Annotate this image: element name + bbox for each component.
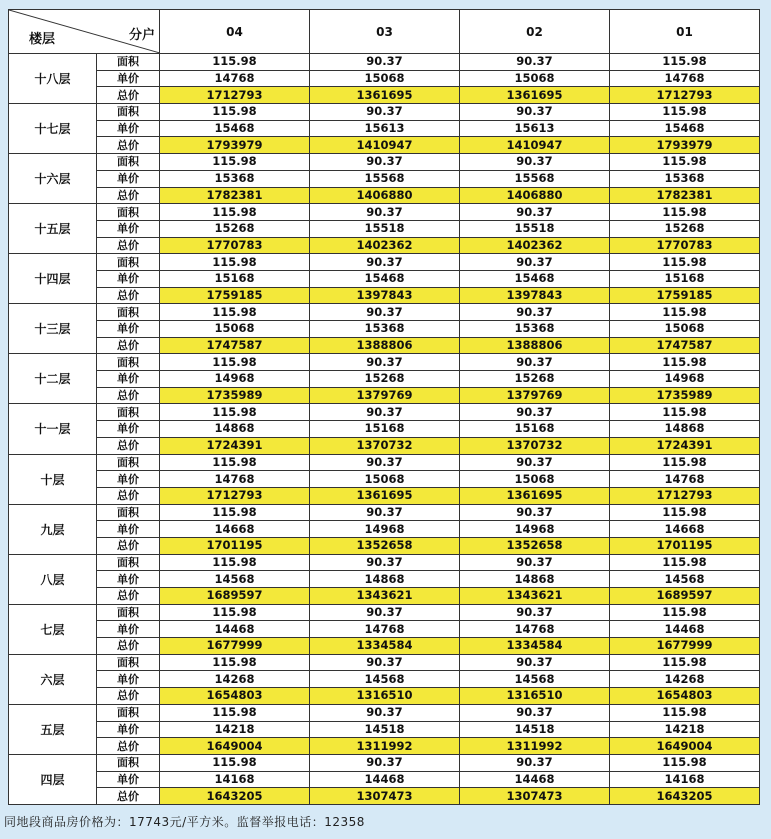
floor-name-cell: 十七层: [9, 104, 97, 154]
floor-row-total-price: [9, 588, 760, 605]
unit-price-value-cell: 14968: [310, 521, 460, 538]
area-value-cell: 90.37: [460, 704, 610, 721]
total-price-value-cell: 1759185: [610, 287, 760, 304]
area-value-cell: 90.37: [310, 154, 460, 171]
unit-price-value-cell: 15518: [310, 220, 460, 237]
area-value-cell: 115.98: [610, 54, 760, 71]
unit-price-value-cell: 14868: [610, 421, 760, 438]
area-value-cell: 90.37: [460, 604, 610, 621]
row-label-unit-price: 单价: [97, 421, 160, 438]
footer-note: 同地段商品房价格为：17743元/平方米。监督举报电话：12358: [4, 815, 365, 829]
floor-row-area: [9, 554, 760, 571]
total-price-value-cell: 1712793: [160, 487, 310, 504]
unit-price-value-cell: 15168: [310, 421, 460, 438]
floor-row-total-price: [9, 688, 760, 705]
area-value-cell: 115.98: [160, 104, 310, 121]
total-price-value-cell: 1677999: [160, 638, 310, 655]
unit-price-value-cell: 15368: [160, 170, 310, 187]
area-value-cell: 115.98: [160, 554, 310, 571]
area-value-cell: 115.98: [610, 204, 760, 221]
floor-name-cell: 十一层: [9, 404, 97, 454]
total-price-value-cell: 1307473: [310, 788, 460, 805]
row-label-unit-price: 单价: [97, 371, 160, 388]
row-label-unit-price: 单价: [97, 621, 160, 638]
floor-row-total-price: [9, 537, 760, 554]
area-value-cell: 90.37: [310, 754, 460, 771]
total-price-value-cell: 1649004: [160, 738, 310, 755]
floor-name-cell: 十四层: [9, 254, 97, 304]
area-value-cell: 90.37: [310, 304, 460, 321]
total-price-value-cell: 1759185: [160, 287, 310, 304]
unit-header-01: 01: [610, 10, 760, 54]
unit-price-value-cell: 15368: [460, 321, 610, 338]
total-price-value-cell: 1689597: [610, 588, 760, 605]
area-value-cell: 90.37: [310, 54, 460, 71]
total-price-value-cell: 1654803: [160, 688, 310, 705]
total-price-value-cell: 1649004: [610, 738, 760, 755]
table-body: [9, 54, 760, 805]
area-value-cell: 90.37: [460, 504, 610, 521]
area-value-cell: 115.98: [610, 604, 760, 621]
row-label-total-price: 总价: [97, 788, 160, 805]
total-price-value-cell: 1334584: [460, 638, 610, 655]
total-price-value-cell: 1782381: [610, 187, 760, 204]
unit-header-04: 04: [160, 10, 310, 54]
floor-name-cell: 八层: [9, 554, 97, 604]
floor-row-area: [9, 604, 760, 621]
unit-price-value-cell: 15613: [460, 120, 610, 137]
floor-row-total-price: [9, 638, 760, 655]
unit-header-02: 02: [460, 10, 610, 54]
row-label-total-price: 总价: [97, 688, 160, 705]
floor-name-cell: 十三层: [9, 304, 97, 354]
total-price-value-cell: 1379769: [460, 387, 610, 404]
header-corner-cell: [9, 10, 160, 54]
floor-row-area: [9, 704, 760, 721]
floor-row-unit-price: [9, 421, 760, 438]
unit-price-value-cell: 14568: [160, 571, 310, 588]
area-value-cell: 115.98: [160, 154, 310, 171]
total-price-value-cell: 1361695: [460, 87, 610, 104]
row-label-total-price: 总价: [97, 187, 160, 204]
floor-name-cell: 七层: [9, 604, 97, 654]
unit-price-value-cell: 14968: [460, 521, 610, 538]
area-value-cell: 90.37: [460, 104, 610, 121]
total-price-value-cell: 1701195: [160, 537, 310, 554]
total-price-value-cell: 1793979: [160, 137, 310, 154]
floor-row-unit-price: [9, 771, 760, 788]
total-price-value-cell: 1352658: [310, 537, 460, 554]
total-price-value-cell: 1677999: [610, 638, 760, 655]
total-price-value-cell: 1343621: [310, 588, 460, 605]
total-price-value-cell: 1379769: [310, 387, 460, 404]
total-price-value-cell: 1735989: [160, 387, 310, 404]
unit-price-value-cell: 14668: [160, 521, 310, 538]
total-price-value-cell: 1397843: [460, 287, 610, 304]
unit-price-value-cell: 15268: [160, 220, 310, 237]
total-price-value-cell: 1643205: [160, 788, 310, 805]
row-label-total-price: 总价: [97, 337, 160, 354]
total-price-value-cell: 1410947: [460, 137, 610, 154]
area-value-cell: 115.98: [610, 354, 760, 371]
total-price-value-cell: 1352658: [460, 537, 610, 554]
row-label-area: 面积: [97, 704, 160, 721]
unit-price-value-cell: 15468: [310, 270, 460, 287]
row-label-unit-price: 单价: [97, 270, 160, 287]
floor-row-total-price: [9, 387, 760, 404]
total-price-value-cell: 1782381: [160, 187, 310, 204]
unit-price-value-cell: 14268: [610, 671, 760, 688]
area-value-cell: 90.37: [310, 354, 460, 371]
unit-price-value-cell: 14568: [610, 571, 760, 588]
total-price-value-cell: 1712793: [610, 487, 760, 504]
total-price-value-cell: 1747587: [160, 337, 310, 354]
row-label-total-price: 总价: [97, 287, 160, 304]
total-price-value-cell: 1316510: [310, 688, 460, 705]
area-value-cell: 90.37: [460, 454, 610, 471]
floor-row-area: [9, 504, 760, 521]
floor-name-cell: 十八层: [9, 54, 97, 104]
total-price-value-cell: 1689597: [160, 588, 310, 605]
area-value-cell: 115.98: [160, 54, 310, 71]
unit-price-value-cell: 15068: [610, 321, 760, 338]
floor-row-unit-price: [9, 521, 760, 538]
area-value-cell: 90.37: [310, 204, 460, 221]
row-label-area: 面积: [97, 154, 160, 171]
unit-price-value-cell: 14518: [460, 721, 610, 738]
row-label-total-price: 总价: [97, 738, 160, 755]
floor-row-area: [9, 654, 760, 671]
unit-price-value-cell: 14468: [610, 621, 760, 638]
row-label-area: 面积: [97, 554, 160, 571]
floor-name-cell: 六层: [9, 654, 97, 704]
area-value-cell: 90.37: [460, 354, 610, 371]
floor-row-total-price: [9, 437, 760, 454]
total-price-value-cell: 1361695: [310, 487, 460, 504]
total-price-value-cell: 1406880: [310, 187, 460, 204]
area-value-cell: 90.37: [310, 104, 460, 121]
floor-row-area: [9, 54, 760, 71]
floor-row-unit-price: [9, 170, 760, 187]
unit-price-value-cell: 15268: [310, 371, 460, 388]
total-price-value-cell: 1712793: [160, 87, 310, 104]
total-price-value-cell: 1388806: [310, 337, 460, 354]
floor-name-cell: 四层: [9, 754, 97, 804]
floor-header-label: 楼层: [29, 32, 56, 47]
total-price-value-cell: 1654803: [610, 688, 760, 705]
floor-name-cell: 十六层: [9, 154, 97, 204]
unit-price-value-cell: 14218: [160, 721, 310, 738]
row-label-unit-price: 单价: [97, 321, 160, 338]
floor-row-area: [9, 204, 760, 221]
unit-price-value-cell: 14568: [310, 671, 460, 688]
unit-price-value-cell: 14968: [160, 371, 310, 388]
total-price-value-cell: 1402362: [310, 237, 460, 254]
floor-row-area: [9, 454, 760, 471]
floor-row-total-price: [9, 337, 760, 354]
floor-row-unit-price: [9, 571, 760, 588]
total-price-value-cell: 1388806: [460, 337, 610, 354]
row-label-area: 面积: [97, 504, 160, 521]
unit-price-value-cell: 15368: [310, 321, 460, 338]
floor-row-unit-price: [9, 270, 760, 287]
unit-price-value-cell: 15268: [460, 371, 610, 388]
unit-price-value-cell: 15613: [310, 120, 460, 137]
total-price-value-cell: 1793979: [610, 137, 760, 154]
floor-name-cell: 九层: [9, 504, 97, 554]
floor-row-total-price: [9, 287, 760, 304]
row-label-unit-price: 单价: [97, 70, 160, 87]
unit-price-value-cell: 15068: [310, 70, 460, 87]
total-price-value-cell: 1406880: [460, 187, 610, 204]
row-label-area: 面积: [97, 204, 160, 221]
area-value-cell: 115.98: [160, 654, 310, 671]
row-label-total-price: 总价: [97, 387, 160, 404]
unit-price-value-cell: 14968: [610, 371, 760, 388]
total-price-value-cell: 1402362: [460, 237, 610, 254]
row-label-area: 面积: [97, 254, 160, 271]
row-label-unit-price: 单价: [97, 120, 160, 137]
area-value-cell: 115.98: [160, 204, 310, 221]
area-value-cell: 115.98: [610, 404, 760, 421]
area-value-cell: 90.37: [460, 404, 610, 421]
unit-price-value-cell: 14768: [610, 471, 760, 488]
area-value-cell: 90.37: [460, 254, 610, 271]
floor-name-cell: 五层: [9, 704, 97, 754]
unit-price-value-cell: 15068: [460, 471, 610, 488]
area-value-cell: 115.98: [610, 504, 760, 521]
floor-row-unit-price: [9, 621, 760, 638]
floor-row-unit-price: [9, 220, 760, 237]
floor-row-total-price: [9, 87, 760, 104]
unit-price-value-cell: 14768: [160, 70, 310, 87]
floor-row-unit-price: [9, 120, 760, 137]
total-price-value-cell: 1307473: [460, 788, 610, 805]
unit-price-value-cell: 15468: [460, 270, 610, 287]
row-label-unit-price: 单价: [97, 220, 160, 237]
unit-price-value-cell: 15168: [460, 421, 610, 438]
unit-price-value-cell: 15568: [460, 170, 610, 187]
floor-row-total-price: [9, 237, 760, 254]
area-value-cell: 90.37: [310, 554, 460, 571]
total-price-value-cell: 1316510: [460, 688, 610, 705]
floor-row-area: [9, 304, 760, 321]
unit-price-value-cell: 15368: [610, 170, 760, 187]
row-label-area: 面积: [97, 354, 160, 371]
unit-price-value-cell: 15268: [610, 220, 760, 237]
unit-header-03: 03: [310, 10, 460, 54]
area-value-cell: 90.37: [310, 454, 460, 471]
unit-price-value-cell: 14768: [160, 471, 310, 488]
row-label-unit-price: 单价: [97, 771, 160, 788]
area-value-cell: 90.37: [460, 654, 610, 671]
area-value-cell: 90.37: [310, 504, 460, 521]
floor-row-area: [9, 104, 760, 121]
total-price-value-cell: 1311992: [460, 738, 610, 755]
total-price-value-cell: 1643205: [610, 788, 760, 805]
unit-price-value-cell: 14168: [610, 771, 760, 788]
price-table: [8, 9, 760, 805]
row-label-total-price: 总价: [97, 437, 160, 454]
floor-row-unit-price: [9, 371, 760, 388]
total-price-value-cell: 1747587: [610, 337, 760, 354]
floor-row-area: [9, 754, 760, 771]
area-value-cell: 115.98: [610, 554, 760, 571]
unit-price-value-cell: 14468: [310, 771, 460, 788]
row-label-area: 面积: [97, 604, 160, 621]
floor-name-cell: 十二层: [9, 354, 97, 404]
row-label-total-price: 总价: [97, 137, 160, 154]
total-price-value-cell: 1724391: [610, 437, 760, 454]
row-label-area: 面积: [97, 54, 160, 71]
unit-price-value-cell: 14768: [460, 621, 610, 638]
area-value-cell: 115.98: [160, 404, 310, 421]
floor-name-cell: 十层: [9, 454, 97, 504]
total-price-value-cell: 1311992: [310, 738, 460, 755]
unit-price-value-cell: 15068: [460, 70, 610, 87]
unit-price-value-cell: 15568: [310, 170, 460, 187]
unit-price-value-cell: 14518: [310, 721, 460, 738]
unit-price-value-cell: 14468: [460, 771, 610, 788]
unit-price-value-cell: 14768: [610, 70, 760, 87]
total-price-value-cell: 1770783: [160, 237, 310, 254]
floor-row-total-price: [9, 738, 760, 755]
row-label-area: 面积: [97, 404, 160, 421]
unit-price-value-cell: 14868: [460, 571, 610, 588]
row-label-total-price: 总价: [97, 237, 160, 254]
total-price-value-cell: 1370732: [460, 437, 610, 454]
total-price-value-cell: 1361695: [310, 87, 460, 104]
floor-row-area: [9, 404, 760, 421]
row-label-total-price: 总价: [97, 588, 160, 605]
unit-price-value-cell: 15468: [160, 120, 310, 137]
floor-name-cell: 十五层: [9, 204, 97, 254]
area-value-cell: 90.37: [460, 304, 610, 321]
unit-price-value-cell: 15068: [310, 471, 460, 488]
row-label-area: 面积: [97, 454, 160, 471]
total-price-value-cell: 1361695: [460, 487, 610, 504]
floor-row-unit-price: [9, 321, 760, 338]
area-value-cell: 115.98: [610, 304, 760, 321]
header-row: [9, 10, 760, 54]
floor-row-total-price: [9, 187, 760, 204]
area-value-cell: 90.37: [310, 654, 460, 671]
total-price-value-cell: 1724391: [160, 437, 310, 454]
row-label-area: 面积: [97, 304, 160, 321]
area-value-cell: 115.98: [610, 104, 760, 121]
total-price-value-cell: 1701195: [610, 537, 760, 554]
total-price-value-cell: 1735989: [610, 387, 760, 404]
row-label-area: 面积: [97, 754, 160, 771]
area-value-cell: 90.37: [310, 254, 460, 271]
unit-price-value-cell: 15068: [160, 321, 310, 338]
area-value-cell: 90.37: [460, 204, 610, 221]
area-value-cell: 115.98: [610, 704, 760, 721]
row-label-total-price: 总价: [97, 87, 160, 104]
floor-row-total-price: [9, 788, 760, 805]
floor-row-total-price: [9, 487, 760, 504]
unit-price-value-cell: 14268: [160, 671, 310, 688]
unit-price-value-cell: 14768: [310, 621, 460, 638]
row-label-unit-price: 单价: [97, 671, 160, 688]
unit-price-value-cell: 14218: [610, 721, 760, 738]
floor-row-area: [9, 354, 760, 371]
area-value-cell: 115.98: [160, 704, 310, 721]
row-label-unit-price: 单价: [97, 721, 160, 738]
row-label-unit-price: 单价: [97, 170, 160, 187]
total-price-value-cell: 1334584: [310, 638, 460, 655]
row-label-total-price: 总价: [97, 487, 160, 504]
area-value-cell: 90.37: [460, 54, 610, 71]
unit-price-value-cell: 15168: [610, 270, 760, 287]
total-price-value-cell: 1410947: [310, 137, 460, 154]
area-value-cell: 115.98: [610, 754, 760, 771]
total-price-value-cell: 1397843: [310, 287, 460, 304]
row-label-unit-price: 单价: [97, 471, 160, 488]
unit-price-value-cell: 15518: [460, 220, 610, 237]
row-label-unit-price: 单价: [97, 521, 160, 538]
floor-row-unit-price: [9, 721, 760, 738]
unit-price-value-cell: 15168: [160, 270, 310, 287]
row-label-area: 面积: [97, 104, 160, 121]
total-price-value-cell: 1770783: [610, 237, 760, 254]
floor-row-unit-price: [9, 471, 760, 488]
floor-row-total-price: [9, 137, 760, 154]
unit-price-value-cell: 14868: [160, 421, 310, 438]
area-value-cell: 115.98: [160, 604, 310, 621]
row-label-total-price: 总价: [97, 537, 160, 554]
area-value-cell: 115.98: [160, 354, 310, 371]
area-value-cell: 115.98: [610, 254, 760, 271]
area-value-cell: 90.37: [460, 154, 610, 171]
unit-price-value-cell: 14168: [160, 771, 310, 788]
unit-header-label: 分户: [128, 28, 155, 43]
area-value-cell: 115.98: [610, 654, 760, 671]
area-value-cell: 115.98: [160, 504, 310, 521]
area-value-cell: 90.37: [310, 604, 460, 621]
area-value-cell: 115.98: [610, 154, 760, 171]
row-label-unit-price: 单价: [97, 571, 160, 588]
row-label-total-price: 总价: [97, 638, 160, 655]
floor-row-unit-price: [9, 671, 760, 688]
area-value-cell: 90.37: [310, 704, 460, 721]
unit-price-value-cell: 14468: [160, 621, 310, 638]
area-value-cell: 115.98: [160, 254, 310, 271]
row-label-area: 面积: [97, 654, 160, 671]
unit-price-value-cell: 14568: [460, 671, 610, 688]
area-value-cell: 115.98: [610, 454, 760, 471]
area-value-cell: 90.37: [310, 404, 460, 421]
total-price-value-cell: 1712793: [610, 87, 760, 104]
area-value-cell: 115.98: [160, 454, 310, 471]
unit-price-value-cell: 14668: [610, 521, 760, 538]
total-price-value-cell: 1343621: [460, 588, 610, 605]
area-value-cell: 115.98: [160, 754, 310, 771]
floor-row-unit-price: [9, 70, 760, 87]
area-value-cell: 90.37: [460, 754, 610, 771]
area-value-cell: 90.37: [460, 554, 610, 571]
floor-row-area: [9, 154, 760, 171]
unit-price-value-cell: 14868: [310, 571, 460, 588]
floor-row-area: [9, 254, 760, 271]
area-value-cell: 115.98: [160, 304, 310, 321]
total-price-value-cell: 1370732: [310, 437, 460, 454]
unit-price-value-cell: 15468: [610, 120, 760, 137]
